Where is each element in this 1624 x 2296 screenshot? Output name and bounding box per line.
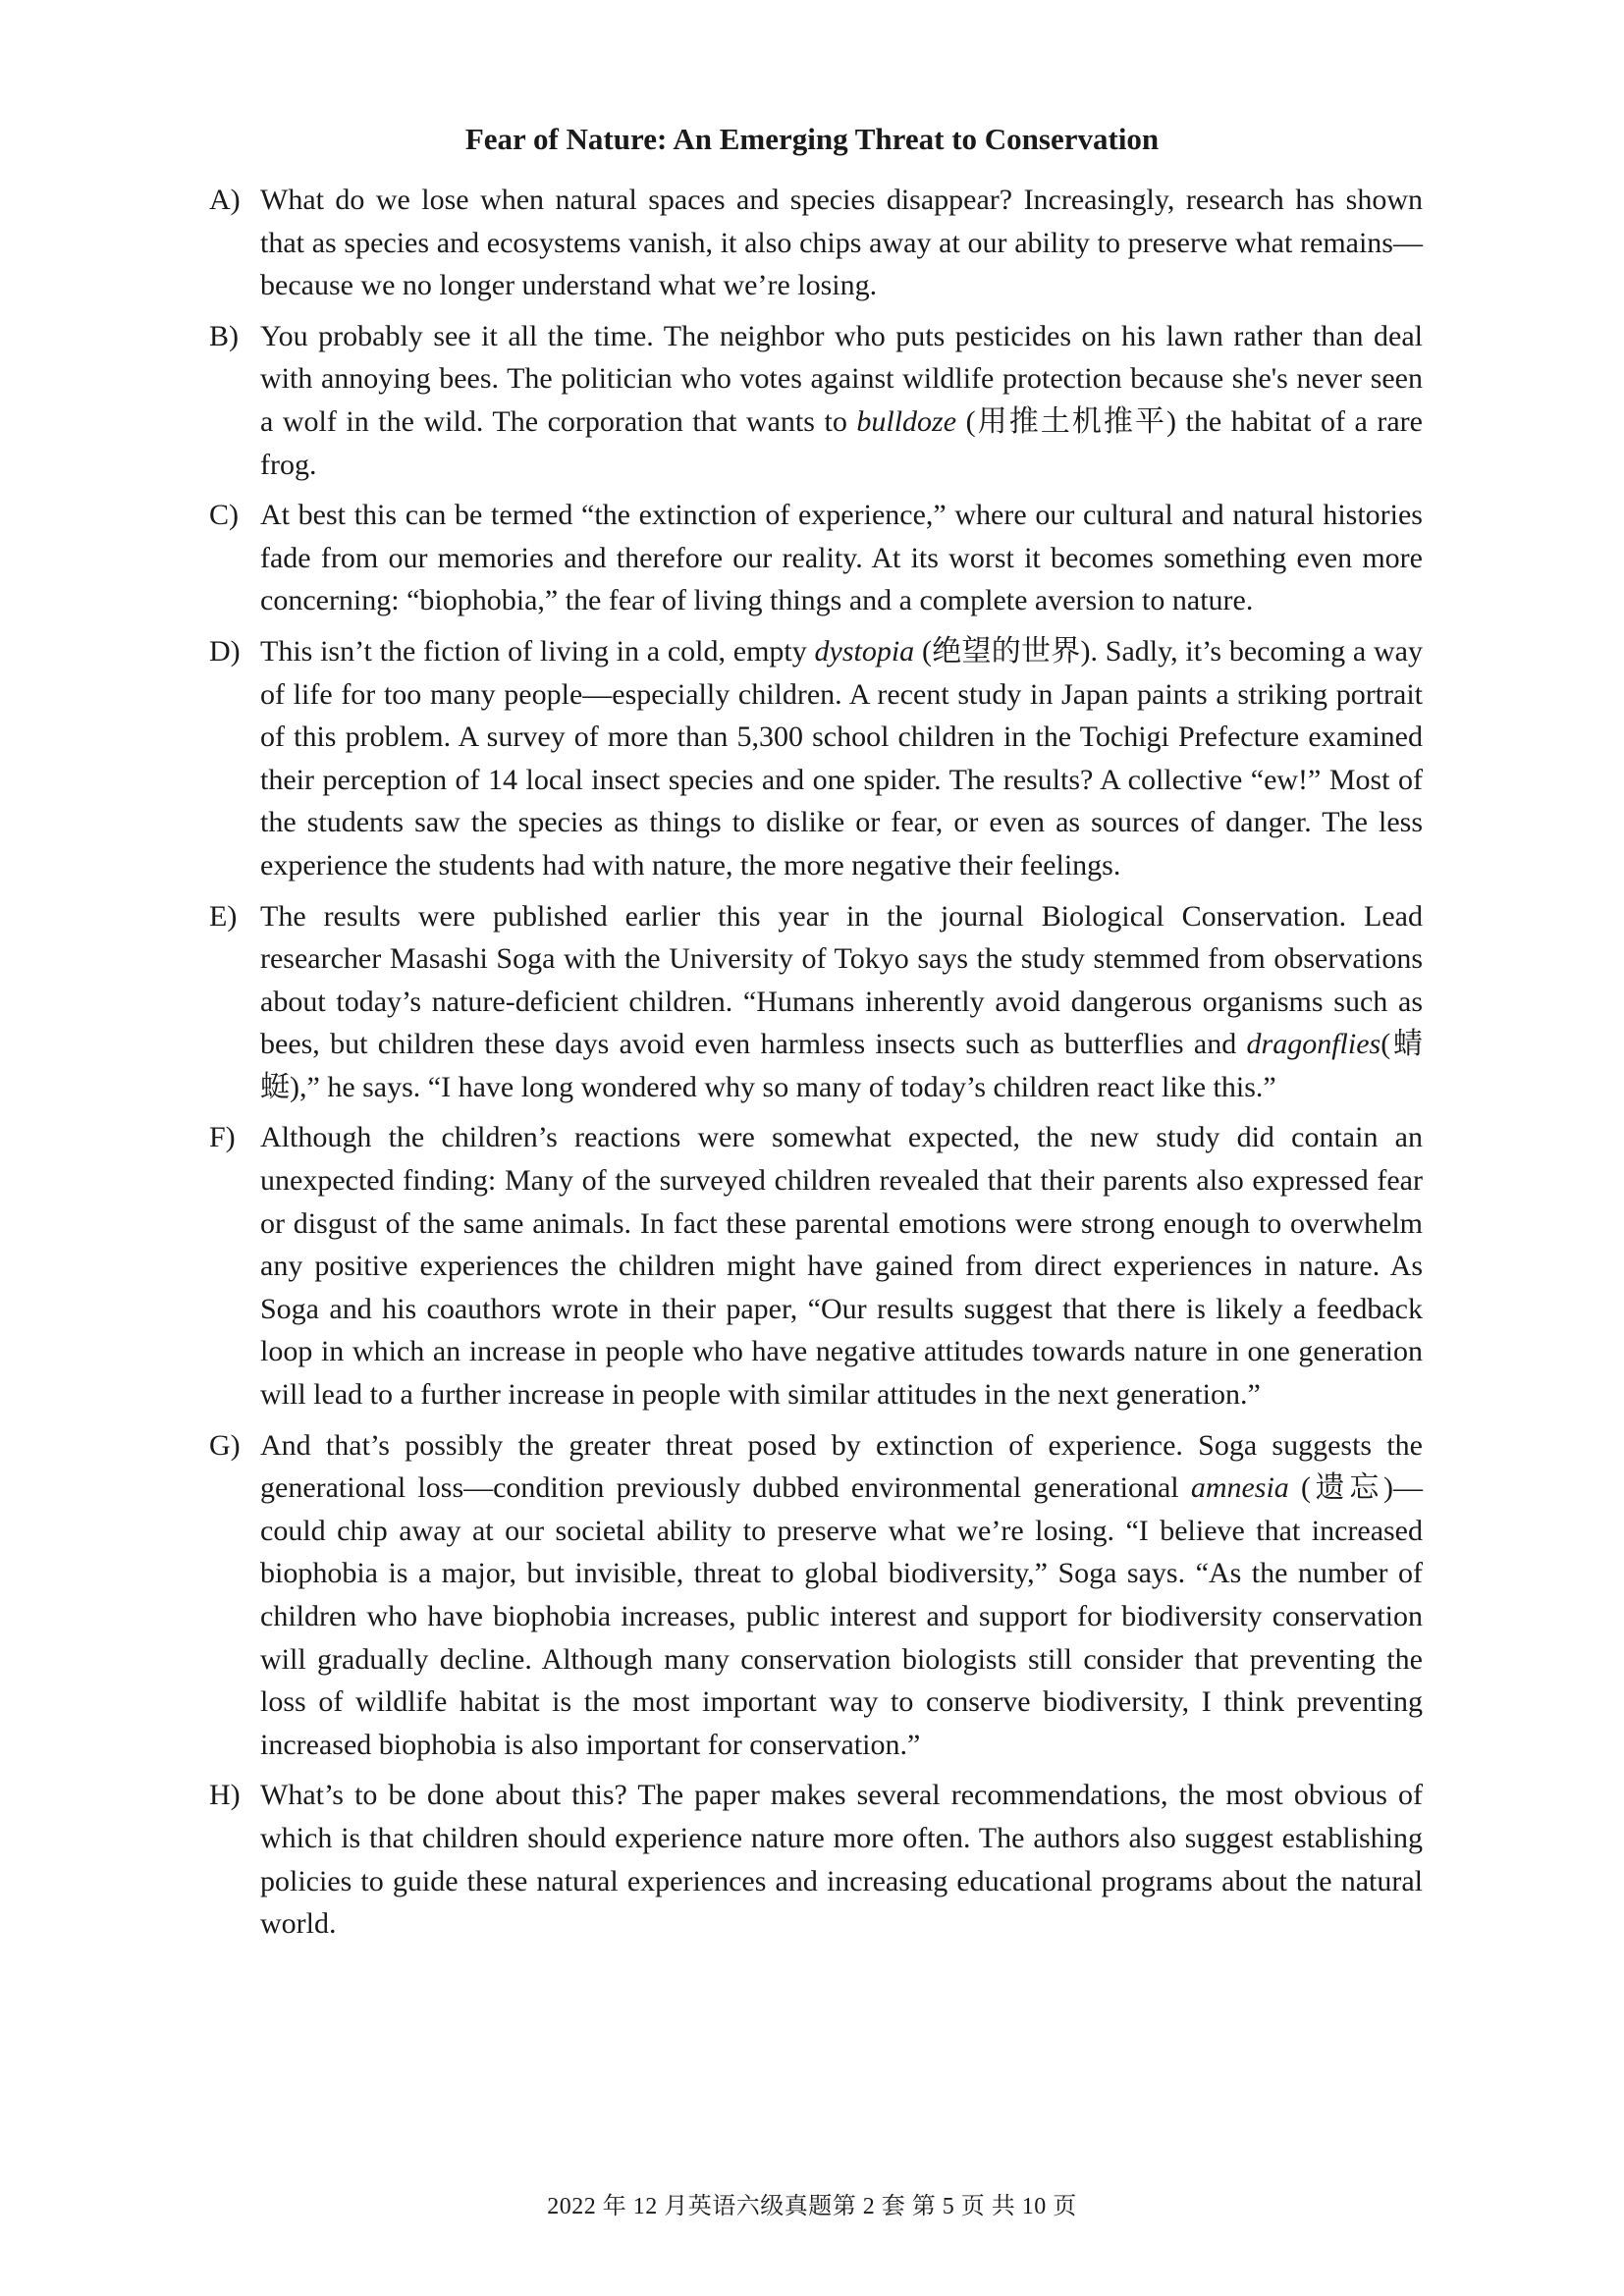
paragraph-text [260, 315, 1423, 486]
paragraph-label: D) [209, 634, 241, 667]
italic-term: dragonflies [1246, 1028, 1381, 1061]
text-segment: Although the children’s reactions were somewhat expected, the new study did contain an unexpected finding: Many of the surveyed children revealed that their parents also expressed fear or disgust of the same animals. In fact these parental emotions were strong enough to overwhelm any positive experiences the children might have gained from direct experiences in nature. As Soga and his coauthors wrote in their paper, “Our results suggest that there is likely a feedback loop in which an increase in people who have negative attitudes towards nature in one generation will lead to a further increase in people with similar attitudes in the next generation.” [260, 1121, 1423, 1412]
paragraph [209, 1774, 1423, 1945]
paragraph-text [260, 1774, 1423, 1945]
paragraph [209, 315, 1423, 486]
text-segment: What’s to be done about this? The paper makes several recommendations, the most obvious of which is that children should experience nature more often. The authors also suggest establishing policies to guide these natural experiences and increasing educational programs about the natural world. [260, 1779, 1423, 1941]
article-title: Fear of Nature: An Emerging Threat to Conservation [464, 122, 1160, 156]
paragraph-text [260, 179, 1423, 307]
text-segment: The results were published earlier this year in the journal Biological Conservation. Lead researcher Masashi Soga with the University of Tokyo says the study stemmed from observations about today’s nature-deficient children. “Humans inherently avoid dangerous organisms such as bees, but children these days avoid even harmless insects such as butterflies and [260, 899, 1423, 1061]
text-segment: At best this can be termed “the extinction of experience,” where our cultural and natural histories fade from our memories and therefore our reality. At its worst it becomes something even more concerning: “biophobia,” the fear of living things and a complete aversion to nature. [260, 499, 1423, 617]
paragraph-text [260, 895, 1423, 1109]
paragraph-label: C) [209, 499, 239, 532]
paragraph [209, 1424, 1423, 1767]
article-body [209, 179, 1423, 1953]
text-segment: This isn’t the fiction of living in a cold, empty [260, 634, 815, 667]
paragraph [209, 895, 1423, 1109]
italic-term: amnesia [1190, 1471, 1289, 1505]
italic-term: dystopia [814, 634, 915, 667]
paragraph-label: G) [209, 1428, 241, 1462]
text-segment: You probably see it all the time. The neighbor who puts pesticides on his lawn rather than deal with annoying bees. The politician who votes against wildlife protection because she's never seen a wolf in the wild. The corporation that wants to [260, 319, 1423, 438]
paragraph [209, 630, 1423, 887]
paragraph-text [260, 630, 1423, 887]
paragraph-text [260, 494, 1423, 622]
paragraph [209, 1116, 1423, 1415]
paragraph [209, 494, 1423, 622]
text-segment: ” he says. “I have long wondered why so many of today’s children react like this.” [306, 1070, 1276, 1103]
text-segment: (蜻蜓), [260, 1028, 1423, 1103]
paragraph-label: H) [209, 1779, 241, 1812]
paragraph-text [260, 1116, 1423, 1415]
text-segment: (遗忘)—could chip away at our societal ability to preserve what we’re losing. “I believe that increased biophobia is a major, but invisible, threat to global biodiversity,” Soga says. “As the number of children who have biophobia increases, public interest and support for biodiversity conservation will gradually decline. Although many conservation biologists still consider that preventing the loss of wildlife habitat is the most important way to conserve biodiversity, I think preventing increased biophobia is also important for conservation.” [260, 1471, 1423, 1761]
paragraph-label: B) [209, 319, 239, 352]
text-segment: And that’s possibly the greater threat posed by extinction of experience. Soga suggests the generational loss—condition previously dubbed environmental generational [260, 1428, 1423, 1505]
page-footer: 2022 年 12 月英语六级真题第 2 套 第 5 页 共 10 页 [547, 2194, 1077, 2219]
text-segment: (用推土机推平) the habitat of a rare frog. [260, 404, 1423, 481]
italic-term: bulldoze [856, 404, 957, 438]
paragraph [209, 179, 1423, 307]
paragraph-text [260, 1424, 1423, 1767]
text-segment: What do we lose when natural spaces and species disappear? Increasingly, research has shown that as species and ecosystems vanish, it also chips away at our ability to preserve what remains—because we no longer understand what we’re losing. [260, 184, 1423, 302]
paragraph-label: F) [209, 1121, 236, 1154]
text-segment: (绝望的世界). Sadly, it’s becoming a way of life for too many people—especially children. A recent study in Japan paints a striking portrait of this problem. A survey of more than 5,300 school children in the Tochigi Prefecture examined their perception of 14 local insect species and one spider. The results? A collective “ew!” Most of the students saw the species as things to dislike or fear, or even as sources of danger. The less experience the students had with nature, the more negative their feelings. [260, 634, 1423, 881]
paragraph-label: A) [209, 184, 241, 216]
paragraph-label: E) [209, 899, 238, 933]
